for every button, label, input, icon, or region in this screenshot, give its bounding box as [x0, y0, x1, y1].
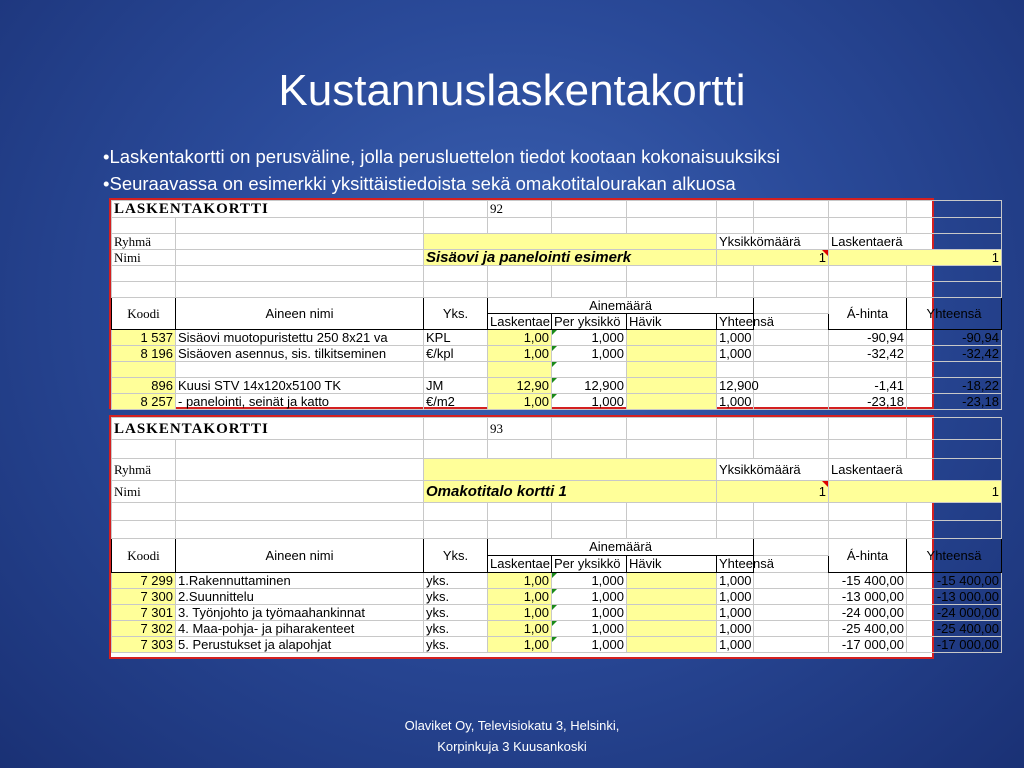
cell-yks[interactable]: €/m2 — [424, 394, 488, 410]
cell-yks[interactable]: yks. — [424, 621, 488, 637]
cell-havikki[interactable] — [627, 637, 717, 653]
cell-per-yksikko[interactable]: 1,000 — [552, 573, 627, 589]
cell-yhteensa[interactable]: -32,42 — [907, 346, 1002, 362]
cell-a-hinta[interactable]: -17 000,00 — [829, 637, 907, 653]
bullet-item: •Seuraavassa on esimerkki yksittäistiedoista sekä omakotitalourakan alkuosa — [103, 173, 736, 194]
cell-per-yksikko[interactable]: 1,000 — [552, 589, 627, 605]
cell-per-yksikko[interactable] — [552, 362, 627, 378]
cell-koodi[interactable]: 7 299 — [112, 573, 176, 589]
cell-havikki[interactable] — [627, 378, 717, 394]
cell-yhteensa-qty[interactable]: 1,000 — [717, 394, 754, 410]
cell-nimi[interactable]: 1.Rakennuttaminen — [176, 573, 424, 589]
cell-yks[interactable]: €/kpl — [424, 346, 488, 362]
table-row — [112, 394, 1002, 410]
cell-yhteensa-qty[interactable]: 1,000 — [717, 573, 754, 589]
cell-yhteensa-qty[interactable]: 1,000 — [717, 605, 754, 621]
table-row — [112, 378, 1002, 394]
cell-a-hinta[interactable]: -15 400,00 — [829, 573, 907, 589]
cell-laskentaera[interactable]: 1,00 — [488, 605, 552, 621]
nimi-label: Nimi — [112, 481, 176, 503]
cell-havikki[interactable] — [627, 346, 717, 362]
cell-a-hinta[interactable]: -1,41 — [829, 378, 907, 394]
table-row — [112, 637, 1002, 653]
unit-qty-label: Yksikkömäärä — [717, 459, 829, 481]
table-row — [112, 589, 1002, 605]
cell-nimi[interactable]: 3. Työnjohto ja työmaahankinnat — [176, 605, 424, 621]
cell-havikki[interactable] — [627, 605, 717, 621]
cell-laskentaera[interactable]: 1,00 — [488, 573, 552, 589]
cell-havikki[interactable] — [627, 394, 717, 410]
calc-qty-cell[interactable]: 1 — [829, 250, 1002, 266]
cell-laskentaera[interactable]: 1,00 — [488, 621, 552, 637]
cell-a-hinta[interactable]: -32,42 — [829, 346, 907, 362]
cell-per-yksikko[interactable]: 1,000 — [552, 330, 627, 346]
cell-koodi[interactable]: 1 537 — [112, 330, 176, 346]
cell-laskentaera[interactable]: 1,00 — [488, 589, 552, 605]
cell-nimi[interactable]: - panelointi, seinät ja katto — [176, 394, 424, 410]
table-row — [112, 362, 1002, 378]
cell-a-hinta[interactable]: -25 400,00 — [829, 621, 907, 637]
cell-havikki[interactable] — [627, 362, 717, 378]
cell-per-yksikko[interactable]: 1,000 — [552, 605, 627, 621]
col-header-laskentaera: Laskentae — [488, 314, 552, 330]
col-header-yhteensa-qty: Yhteensä — [717, 314, 754, 330]
col-header-havikki: Hävik — [627, 556, 717, 573]
col-header-a-hinta: Á-hinta — [829, 539, 907, 573]
cell-a-hinta[interactable] — [829, 362, 907, 378]
cell-yhteensa-qty[interactable]: 1,000 — [717, 589, 754, 605]
cell-yhteensa[interactable]: -90,94 — [907, 330, 1002, 346]
card-heading: LASKENTAKORTTI — [112, 418, 424, 440]
table-row — [112, 573, 1002, 589]
col-header-ainemaara: Ainemäärä — [488, 298, 754, 314]
cell-havikki[interactable] — [627, 589, 717, 605]
col-header-koodi: Koodi — [112, 539, 176, 573]
slide-title: Kustannuslaskentakortti — [278, 66, 746, 115]
ryhma-field[interactable] — [424, 234, 717, 250]
cell-nimi[interactable]: 2.Suunnittelu — [176, 589, 424, 605]
card-heading: LASKENTAKORTTI — [112, 201, 424, 218]
calc-qty-label: Laskentaerä — [829, 234, 1002, 250]
cell-laskentaera[interactable] — [488, 362, 552, 378]
cell-koodi[interactable]: 7 300 — [112, 589, 176, 605]
cell-yhteensa[interactable]: -25 400,00 — [907, 621, 1002, 637]
calc-qty-cell[interactable]: 1 — [829, 481, 1002, 503]
cell-yhteensa[interactable]: -23,18 — [907, 394, 1002, 410]
cell-nimi[interactable]: Kuusi STV 14x120x5100 TK — [176, 378, 424, 394]
cell-nimi[interactable]: 4. Maa-pohja- ja piharakenteet — [176, 621, 424, 637]
costing-card-92 — [109, 198, 999, 409]
card-number: 93 — [488, 418, 552, 440]
costing-card-93 — [109, 415, 999, 659]
cell-havikki[interactable] — [627, 330, 717, 346]
cell-koodi[interactable]: 8 196 — [112, 346, 176, 362]
cell-havikki[interactable] — [627, 573, 717, 589]
cell-yks[interactable]: KPL — [424, 330, 488, 346]
cell-a-hinta[interactable]: -24 000,00 — [829, 605, 907, 621]
cell-koodi[interactable] — [112, 362, 176, 378]
col-header-yks: Yks. — [424, 539, 488, 573]
col-header-yhteensa-qty: Yhteensä — [717, 556, 754, 573]
col-header-nimi: Aineen nimi — [176, 298, 424, 330]
col-header-per-yksikko: Per yksikkö — [552, 314, 627, 330]
cell-yhteensa-qty[interactable]: 1,000 — [717, 621, 754, 637]
cell-per-yksikko[interactable]: 1,000 — [552, 637, 627, 653]
unit-qty-cell[interactable]: 1 — [717, 250, 829, 266]
table-row — [112, 605, 1002, 621]
cell-per-yksikko[interactable]: 1,000 — [552, 346, 627, 362]
col-header-yks: Yks. — [424, 298, 488, 330]
cell-nimi[interactable]: Sisäoven asennus, sis. tilkitseminen — [176, 346, 424, 362]
cell-laskentaera[interactable]: 12,90 — [488, 378, 552, 394]
cell-yks[interactable]: yks. — [424, 637, 488, 653]
cell-yks[interactable]: yks. — [424, 605, 488, 621]
ryhma-label: Ryhmä — [112, 234, 176, 250]
unit-qty-cell[interactable]: 1 — [717, 481, 829, 503]
cell-havikki[interactable] — [627, 621, 717, 637]
cell-laskentaera[interactable]: 1,00 — [488, 637, 552, 653]
cell-nimi[interactable]: Sisäovi muotopuristettu 250 8x21 va — [176, 330, 424, 346]
cell-yhteensa-qty[interactable]: 12,900 — [717, 378, 754, 394]
table-row — [112, 330, 1002, 346]
cell-yhteensa-qty[interactable]: 1,000 — [717, 330, 754, 346]
cell-yhteensa-qty[interactable] — [717, 362, 754, 378]
cell-koodi[interactable]: 7 303 — [112, 637, 176, 653]
cell-per-yksikko[interactable]: 12,900 — [552, 378, 627, 394]
nimi-label: Nimi — [112, 250, 176, 266]
cell-laskentaera[interactable]: 1,00 — [488, 346, 552, 362]
cell-yks[interactable]: yks. — [424, 573, 488, 589]
col-header-yhteensa: Yhteensä — [907, 298, 1002, 330]
cell-yhteensa[interactable] — [907, 362, 1002, 378]
cell-yhteensa-qty[interactable]: 1,000 — [717, 637, 754, 653]
table-row — [112, 621, 1002, 637]
cell-yhteensa[interactable]: -24 000,00 — [907, 605, 1002, 621]
col-header-koodi: Koodi — [112, 298, 176, 330]
footer-address-line: Korpinkuja 3 Kuusankoski — [437, 739, 587, 754]
card-number: 92 — [488, 201, 552, 218]
calc-qty-label: Laskentaerä — [829, 459, 1002, 481]
col-header-laskentaera: Laskentae — [488, 556, 552, 573]
cell-laskentaera[interactable]: 1,00 — [488, 330, 552, 346]
cell-koodi[interactable]: 7 301 — [112, 605, 176, 621]
cell-a-hinta[interactable]: -90,94 — [829, 330, 907, 346]
ryhma-label: Ryhmä — [112, 459, 176, 481]
slide-footer — [0, 715, 1024, 757]
cell-yhteensa-qty[interactable]: 1,000 — [717, 346, 754, 362]
cell-nimi[interactable]: 5. Perustukset ja alapohjat — [176, 637, 424, 653]
nimi-field[interactable]: Omakotitalo kortti 1 — [424, 481, 717, 503]
cell-koodi[interactable]: 7 302 — [112, 621, 176, 637]
ryhma-field[interactable] — [424, 459, 717, 481]
cell-per-yksikko[interactable]: 1,000 — [552, 394, 627, 410]
cell-nimi[interactable] — [176, 362, 424, 378]
cell-yhteensa[interactable]: -18,22 — [907, 378, 1002, 394]
bullet-list — [103, 143, 780, 197]
cell-yhteensa[interactable]: -17 000,00 — [907, 637, 1002, 653]
cell-yks[interactable]: yks. — [424, 589, 488, 605]
col-header-yhteensa: Yhteensä — [907, 539, 1002, 573]
col-header-nimi: Aineen nimi — [176, 539, 424, 573]
nimi-field[interactable]: Sisäovi ja panelointi esimerk — [424, 250, 717, 266]
col-header-per-yksikko: Per yksikkö — [552, 556, 627, 573]
footer-address-line: Olaviket Oy, Televisiokatu 3, Helsinki, — [404, 718, 620, 733]
cell-per-yksikko[interactable]: 1,000 — [552, 621, 627, 637]
cell-yhteensa[interactable]: -13 000,00 — [907, 589, 1002, 605]
col-header-havikki: Hävik — [627, 314, 717, 330]
unit-qty-label: Yksikkömäärä — [717, 234, 829, 250]
cell-yhteensa[interactable]: -15 400,00 — [907, 573, 1002, 589]
col-header-a-hinta: Á-hinta — [829, 298, 907, 330]
bullet-item: •Laskentakortti on perusväline, jolla perusluettelon tiedot kootaan kokonaisuuksiksi — [103, 146, 780, 167]
cell-yks[interactable] — [424, 362, 488, 378]
col-header-ainemaara: Ainemäärä — [488, 539, 754, 556]
table-row — [112, 346, 1002, 362]
cell-a-hinta[interactable]: -23,18 — [829, 394, 907, 410]
cell-yks[interactable]: JM — [424, 378, 488, 394]
cell-laskentaera[interactable]: 1,00 — [488, 394, 552, 410]
cell-koodi[interactable]: 896 — [112, 378, 176, 394]
cell-a-hinta[interactable]: -13 000,00 — [829, 589, 907, 605]
cell-koodi[interactable]: 8 257 — [112, 394, 176, 410]
